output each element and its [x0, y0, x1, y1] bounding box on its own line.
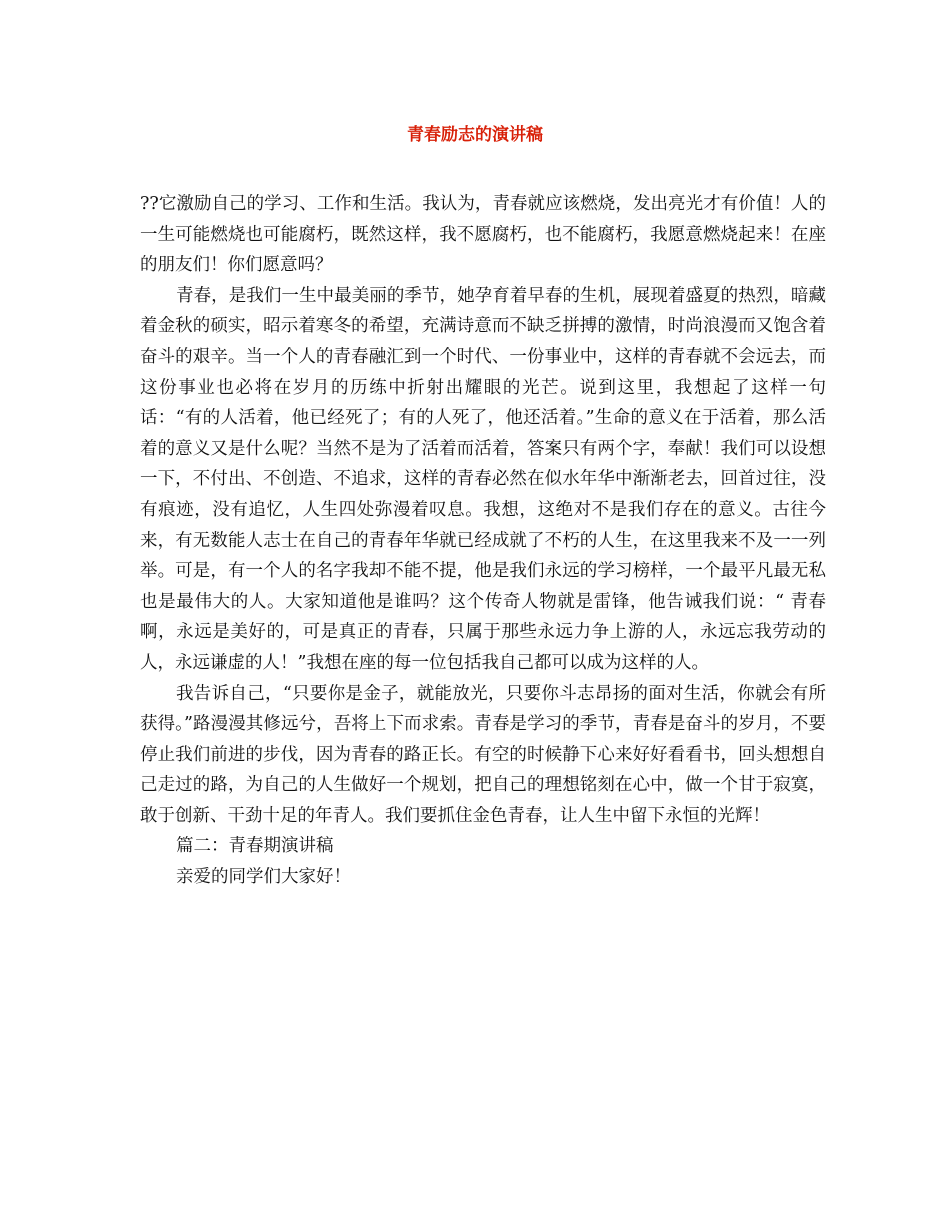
paragraph-3: 我告诉自己，“只要你是金子，就能放光，只要你斗志昂扬的面对生活，你就会有所获得。”路漫漫其修远兮，吾将上下而求索。青春是学习的季节，青春是奋斗的岁月，不要停止我们前进的步伐，因为青春的路正长。有空的时候静下心来好好看看书，回头想想自己走过的路，为自己的人生做好一个规划，把自己的理想铭刻在心中，做一个甘于寂寞，敢于创新、干劲十足的年青人。我们要抓住金色青春，让人生中留下永恒的光辉！: [140, 683, 826, 826]
paragraph-1: ??它激励自己的学习、工作和生活。我认为，青春就应该燃烧，发出亮光才有价值！人的一生可能燃烧也可能腐朽，既然这样，我不愿腐朽，也不能腐朽，我愿意燃烧起来！在座的朋友们！你们愿意吗？: [140, 194, 826, 276]
document-title: 青春励志的演讲稿: [407, 125, 543, 145]
section-heading: 篇二：青春期演讲稿: [176, 836, 334, 857]
document-body: [140, 189, 826, 893]
greeting: 亲爱的同学们大家好！: [176, 867, 351, 888]
paragraph-2: 青春，是我们一生中最美丽的季节，她孕育着早春的生机，展现着盛夏的热烈，暗藏着金秋的硕实，昭示着寒冬的希望，充满诗意而不缺乏拼搏的激情，时尚浪漫而又饱含着奋斗的艰辛。当一个人的青春融汇到一个时代、一份事业中，这样的青春就不会远去，而这份事业也必将在岁月的历练中折射出耀眼的光芒。说到这里，我想起了这样一句话：“有的人活着，他已经死了；有的人死了，他还活着。”生命的意义在于活着，那么活着的意义又是什么呢？当然不是为了活着而活着，答案只有两个字，奉献！我们可以设想一下，不付出、不创造、不追求，这样的青春必然在似水年华中渐渐老去，回首过往，没有痕迹，没有追忆，人生四处弥漫着叹息。我想，这绝对不是我们存在的意义。古往今来，有无数能人志士在自己的青春年华就已经成就了不朽的人生，在这里我来不及一一列举。可是，有一个人的名字我却不能不提，他是我们永远的学习榜样，一个最平凡最无私也是最伟大的人。大家知道他是谁吗？这个传奇人物就是雷锋，他告诫我们说：“ 青春啊，永远是美好的，可是真正的青春，只属于那些永远力争上游的人，永远忘我劳动的人，永远谦虚的人！”我想在座的每一位包括我自己都可以成为这样的人。: [140, 285, 826, 673]
